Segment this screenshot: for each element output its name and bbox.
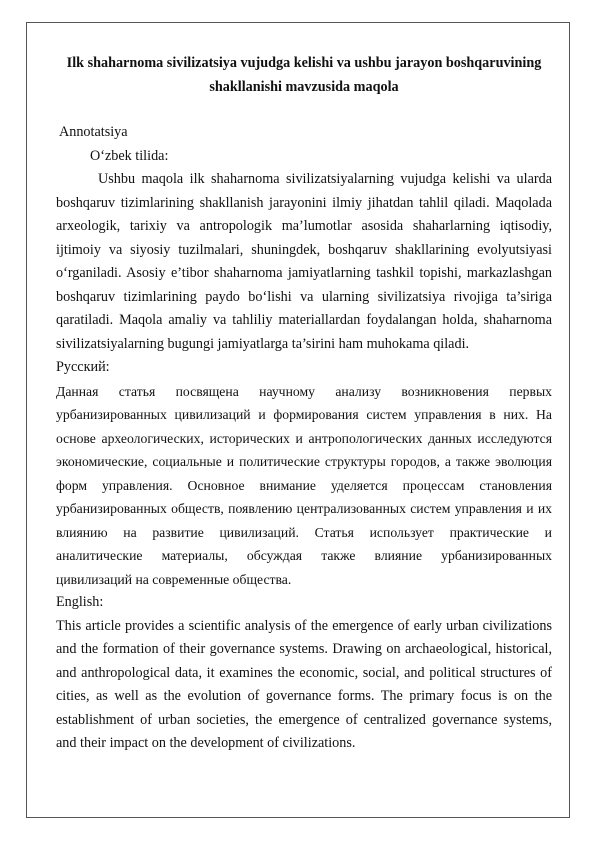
uzbek-abstract: Ushbu maqola ilk shaharnoma sivilizatsiyalarning vujudga kelishi va ularda boshqaruv tizimlarining shakllanish jarayonini ilmiy jihatdan tahlil qiladi. Maqolada arxeologik, tarixiy va antropologik ma’lumotlar asosida shaharlarning iqtisodiy, ijtimoiy va siyosiy tuzilmalari, shuningdek, boshqaruv shakllarining evolyutsiyasi o‘rganiladi. Asosiy e’tibor shaharnoma jamiyatlarning tashkil topishi, markazlashgan boshqaruv tizimlarining paydo bo‘lishi va ularning sivilizatsiya rivojiga ta’siriga qaratiladi. Maqola amaliy va tahliliy materiallardan foydalangan holda, shaharnoma sivilizatsiyalarning bugungi jamiyatlarga ta’sirini ham muhokama qiladi. xyxy=(56,171,552,352)
english-abstract: This article provides a scientific analysis of the emergence of early urban civilizations and the formation of their governance systems. Drawing on archaeological, historical, and anthropological data, it examines the economic, social, and political structures of cities, as well as the evolution of governance forms. The primary focus is on the establishment of urban societies, the emergence of centralized governance systems, and their impact on the development of civilizations. xyxy=(56,617,552,751)
uzbek-label: O‘zbek tilida: xyxy=(90,147,169,164)
article-body xyxy=(56,52,552,756)
english-label: English: xyxy=(56,594,104,610)
russian-label: Русский: xyxy=(56,359,110,375)
annotation-heading: Annotatsiya xyxy=(59,124,128,140)
article-title: Ilk shaharnoma sivilizatsiya vujudga kelishi va ushbu jarayon boshqaruvining shakllanishi mavzusida maqola xyxy=(66,55,542,95)
russian-abstract: Данная статья посвящена научному анализу возникновения первых урбанизированных цивилизаций и формирования систем управления в них. На основе археологических, исторических и антропологических данных исследуются экономические, социальные и политические структуры городов, а также эволюция форм управления. Основное внимание уделяется процессам становления урбанизированных обществ, появлению централизованных систем управления и их влиянию на развитие цивилизаций. Статья использует практические и аналитические материалы, обсуждая также влияние урбанизированных цивилизаций на современные общества. xyxy=(56,383,552,587)
